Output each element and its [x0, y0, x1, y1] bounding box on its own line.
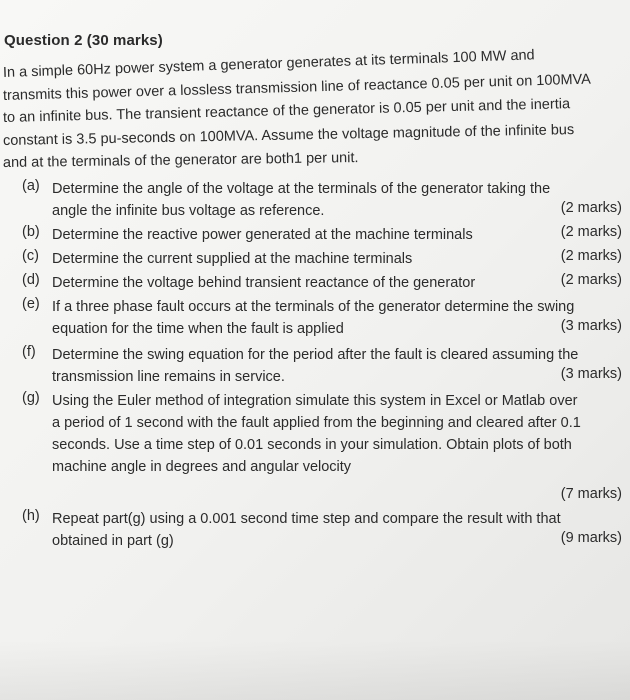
- part-text: Repeat part(g) using a 0.001 second time step and compare the result with that obtained in part (g): [52, 511, 561, 549]
- part-label: (c): [22, 248, 39, 264]
- question-title: Question 2 (30 marks): [4, 32, 163, 49]
- part-text: Using the Euler method of integration simulate this system in Excel or Matlab over a period of 1 second with the fault applied from the beginning and cleared after 0.1 seconds. Use a time step of 0.01 seconds in your simulation. Obtain plots of both machine angle in degrees and angular velocity: [52, 393, 581, 475]
- part-d: [22, 272, 622, 294]
- part-marks: (3 marks): [560, 318, 622, 334]
- intro-line-4: constant is 3.5 pu-seconds on 100MVA. Assume the voltage magnitude of the infinite bus: [2, 121, 575, 149]
- part-marks: (2 marks): [560, 224, 622, 240]
- part-marks: (9 marks): [560, 530, 622, 546]
- part-text: Determine the current supplied at the machine terminals: [52, 251, 413, 267]
- intro-line-3: to an infinite bus. The transient reactance of the generator is 0.05 per unit and the inertia: [2, 96, 571, 126]
- part-text: Determine the reactive power generated at the machine terminals: [52, 227, 473, 243]
- part-marks: (3 marks): [560, 366, 622, 382]
- part-a: [22, 178, 622, 222]
- intro-line-5: and at the terminals of the generator are both1 per unit.: [2, 150, 359, 171]
- part-b: [22, 224, 622, 246]
- part-marks: (7 marks): [560, 486, 622, 502]
- intro-line-1: In a simple 60Hz power system a generator generates at its terminals 100 MW and: [2, 47, 535, 81]
- part-h: [22, 508, 622, 552]
- part-e: [22, 296, 622, 340]
- part-text: If a three phase fault occurs at the terminals of the generator determine the swing equation for the time when the fault is applied: [52, 299, 575, 337]
- part-label: (d): [22, 272, 40, 288]
- part-c: [22, 248, 622, 270]
- part-marks: (2 marks): [560, 200, 622, 216]
- part-text: Determine the voltage behind transient reactance of the generator: [52, 275, 476, 291]
- part-label: (a): [22, 178, 40, 194]
- part-text: Determine the swing equation for the period after the fault is cleared assuming the transmission line remains in service.: [52, 347, 579, 385]
- question-intro: [2, 47, 628, 175]
- photo-shadow: [0, 640, 630, 700]
- part-text: Determine the angle of the voltage at the terminals of the generator taking the angle the infinite bus voltage as reference.: [52, 181, 551, 219]
- part-label: (h): [22, 508, 40, 524]
- part-marks: (2 marks): [560, 272, 622, 288]
- part-marks: (2 marks): [560, 248, 622, 264]
- intro-line-2: transmits this power over a lossless transmission line of reactance 0.05 per unit on 100MVA: [2, 71, 592, 104]
- part-label: (f): [22, 344, 36, 360]
- part-label: (b): [22, 224, 40, 240]
- part-f: [22, 344, 622, 388]
- part-g: [22, 390, 622, 502]
- part-label: (g): [22, 390, 40, 406]
- part-label: (e): [22, 296, 40, 312]
